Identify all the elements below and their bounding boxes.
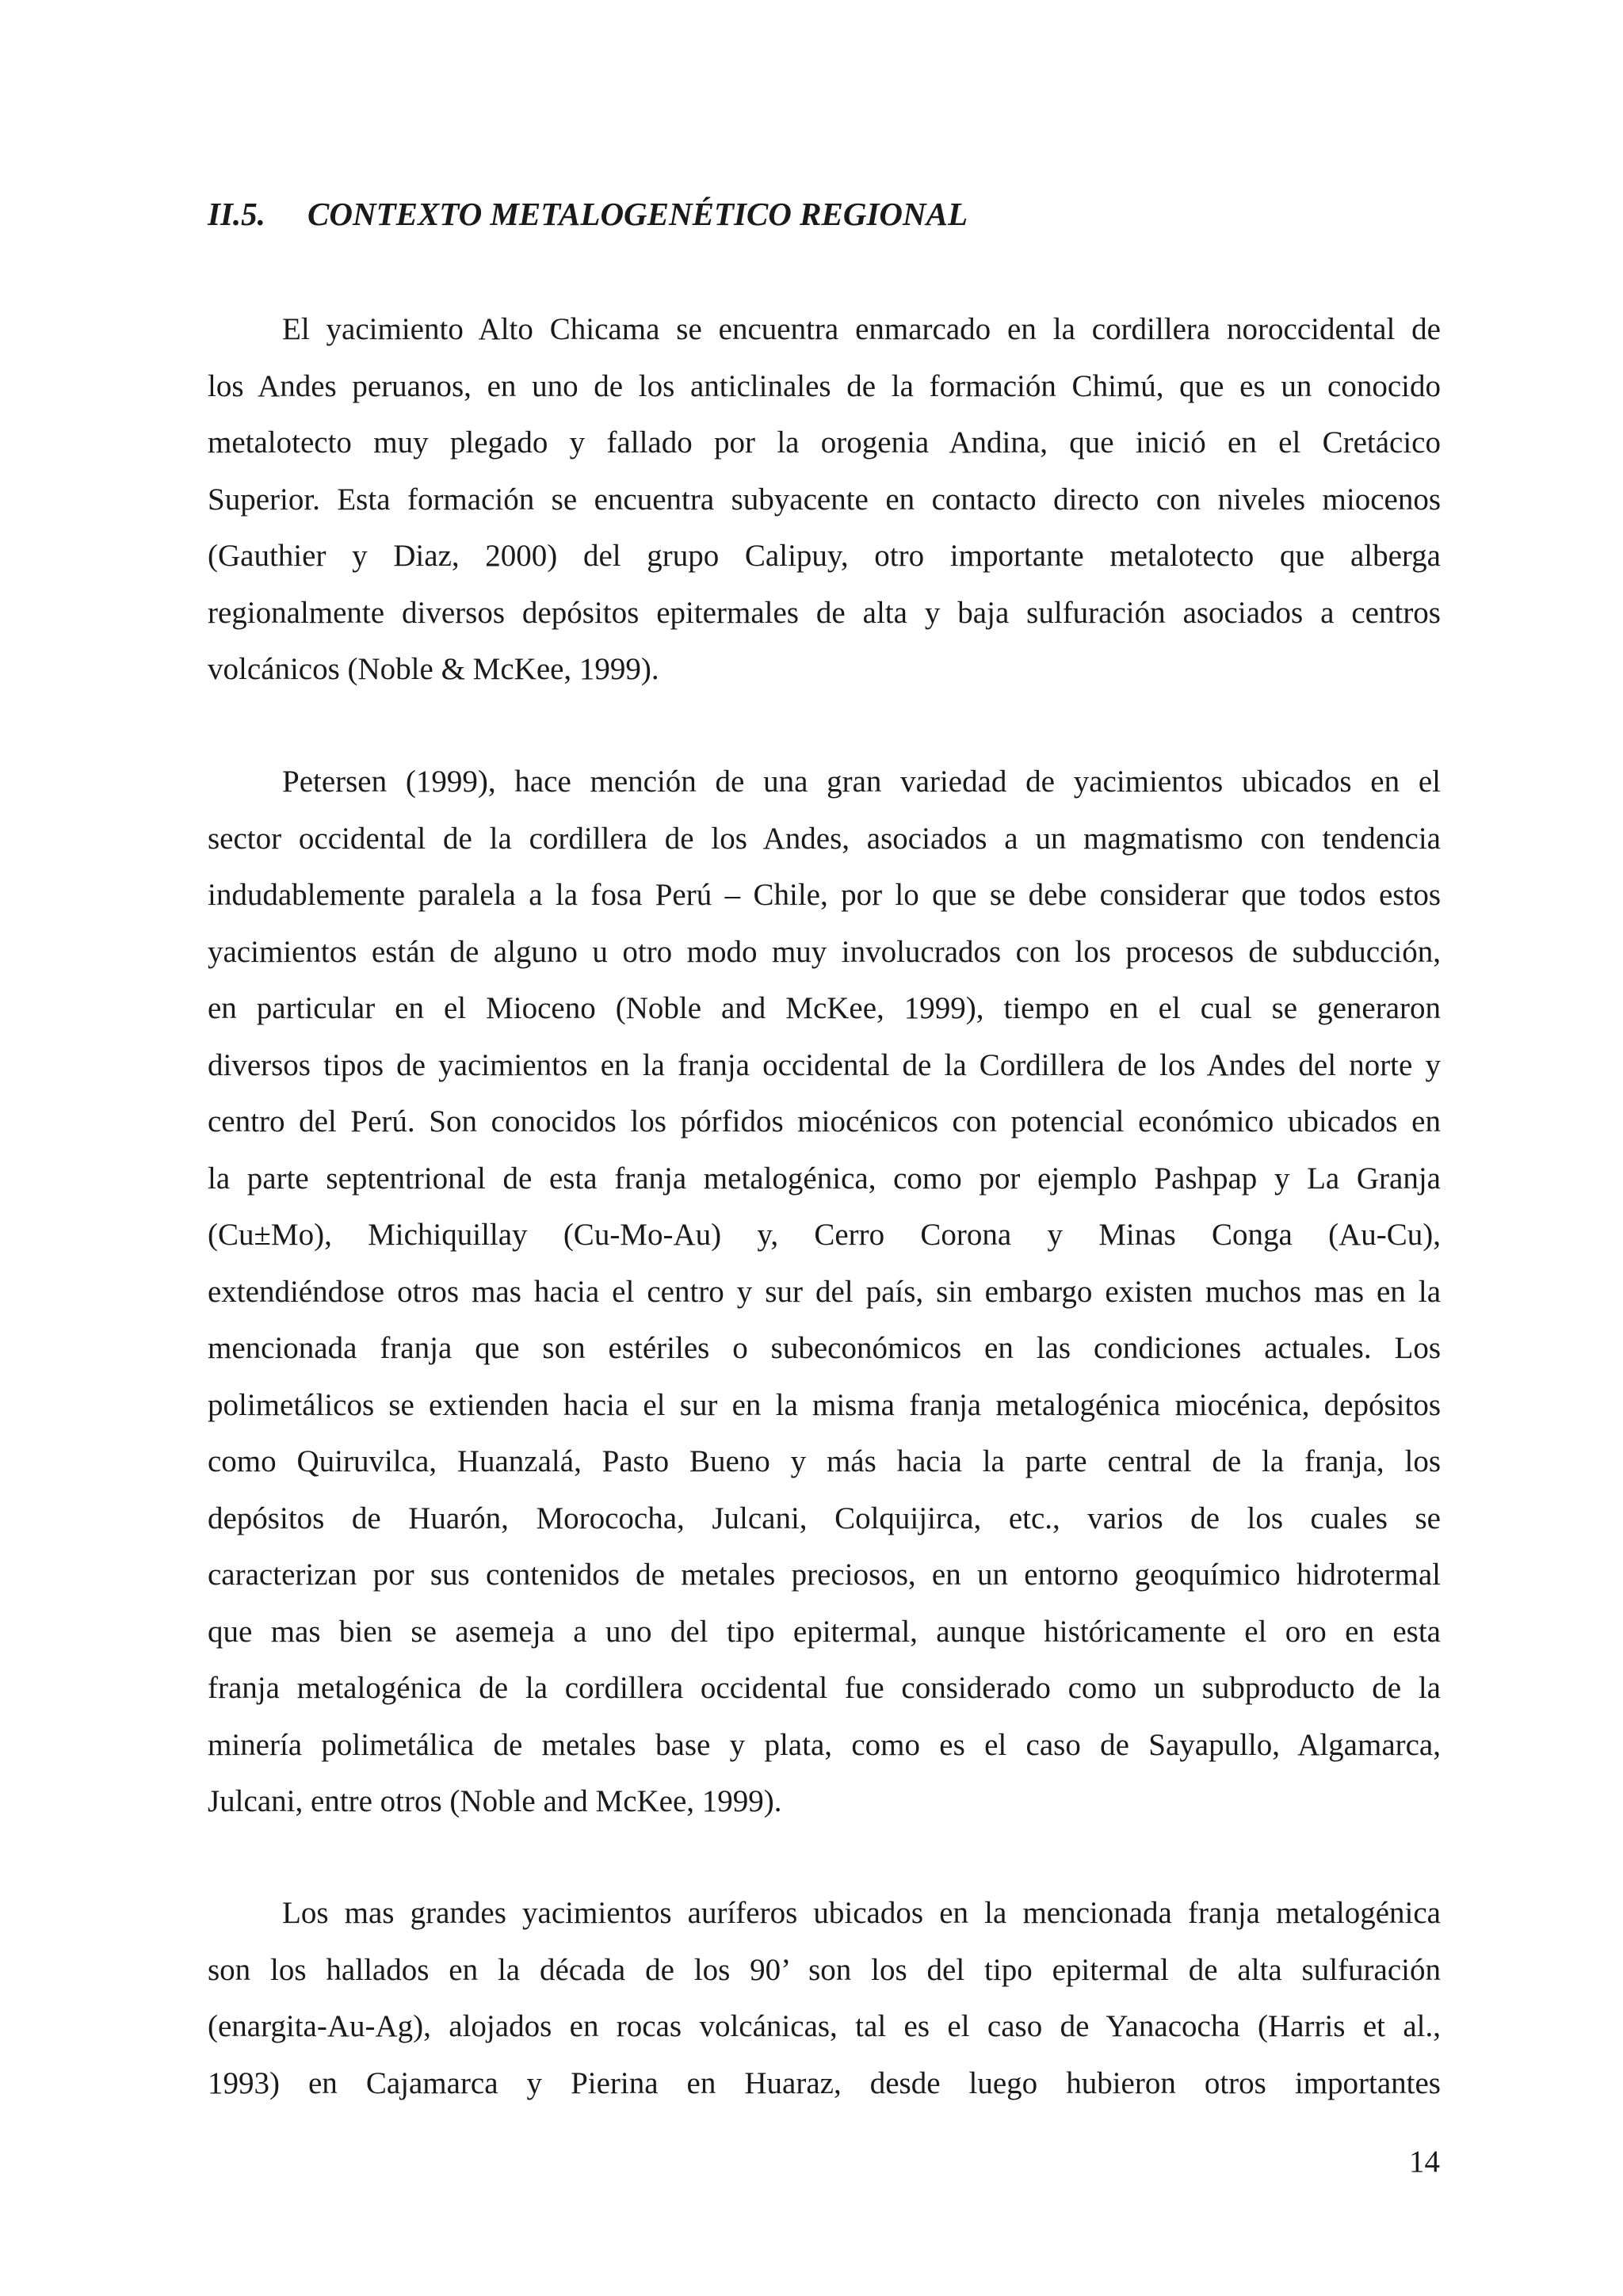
paragraph-line: diversos tipos de yacimientos en la franja occidental de la Cordillera de los Andes del norte y (208, 1047, 1441, 1082)
paragraph-line: franja metalogénica de la cordillera occidental fue considerado como un subproducto de la (208, 1671, 1441, 1705)
paragraph-line: (Cu±Mo), Michiquillay (Cu-Mo-Au) y, Cerro Corona y Minas Conga (Au-Cu), (208, 1218, 1441, 1252)
paragraph-line: metalotecto muy plegado y fallado por la orogenia Andina, que inició en el Cretácico (208, 425, 1441, 460)
paragraph-line: la parte septentrional de esta franja metalogénica, como por ejemplo Pashpap y La Granja (208, 1161, 1441, 1196)
paragraph-line: yacimientos están de alguno u otro modo muy involucrados con los procesos de subducción, (208, 934, 1441, 969)
paragraph-line: regionalmente diversos depósitos epitermales de alta y baja sulfuración asociados a centros (208, 595, 1441, 630)
paragraph-line: sector occidental de la cordillera de los Andes, asociados a un magmatismo con tendencia (208, 821, 1441, 856)
paragraph-line: (enargita-Au-Ag), alojados en rocas volcánicas, tal es el caso de Yanacocha (Harris et al., (208, 2009, 1441, 2043)
paragraph-line: como Quiruvilca, Huanzalá, Pasto Bueno y más hacia la parte central de la franja, los (208, 1444, 1441, 1478)
section-number: II.5. (208, 196, 265, 232)
paragraph-3 (208, 1885, 1441, 2111)
paragraph-line: extendiéndose otros mas hacia el centro y sur del país, sin embargo existen muchos mas en la (208, 1274, 1441, 1309)
paragraph-line: volcánicos (Noble & McKee, 1999). (208, 652, 659, 686)
paragraph-line: en particular en el Mioceno (Noble and McKee, 1999), tiempo en el cual se generaron (208, 991, 1441, 1025)
paragraph-line: caracterizan por sus contenidos de metales preciosos, en un entorno geoquímico hidrotermal (208, 1558, 1441, 1592)
paragraph-2 (208, 753, 1441, 1830)
paragraph-line: indudablemente paralela a la fosa Perú – Chile, por lo que se debe considerar que todos estos (208, 878, 1441, 912)
paragraph-line: Superior. Esta formación se encuentra subyacente en contacto directo con niveles miocenos (208, 482, 1441, 517)
page-number: 14 (1409, 2145, 1440, 2179)
section-heading (208, 195, 968, 233)
paragraph-line: Los mas grandes yacimientos auríferos ubicados en la mencionada franja metalogénica (282, 1896, 1441, 1930)
paragraph-line: 1993) en Cajamarca y Pierina en Huaraz, desde luego hubieron otros importantes (208, 2065, 1441, 2100)
paragraph-line: depósitos de Huarón, Morococha, Julcani, Colquijirca, etc., varios de los cuales se (208, 1501, 1441, 1535)
paragraph-line: Petersen (1999), hace mención de una gran variedad de yacimientos ubicados en el (282, 765, 1441, 799)
section-title: CONTEXTO METALOGENÉTICO REGIONAL (307, 196, 968, 232)
paragraph-line: (Gauthier y Diaz, 2000) del grupo Calipuy, otro importante metalotecto que alberga (208, 539, 1441, 573)
paragraph-line: son los hallados en la década de los 90’ son los del tipo epitermal de alta sulfuración (208, 1952, 1441, 1987)
paragraph-line: El yacimiento Alto Chicama se encuentra enmarcado en la cordillera noroccidental de (282, 312, 1441, 346)
paragraph-line: los Andes peruanos, en uno de los anticlinales de la formación Chimú, que es un conocido (208, 368, 1441, 403)
paragraph-line: centro del Perú. Son conocidos los pórfidos miocénicos con potencial económico ubicados en (208, 1104, 1441, 1138)
paragraph-line: polimetálicos se extienden hacia el sur en la misma franja metalogénica miocénica, depósitos (208, 1387, 1441, 1422)
paragraph-line: que mas bien se asemeja a uno del tipo epitermal, aunque históricamente el oro en esta (208, 1614, 1441, 1649)
paragraph-line: minería polimetálica de metales base y plata, como es el caso de Sayapullo, Algamarca, (208, 1727, 1441, 1762)
paragraph-line: Julcani, entre otros (Noble and McKee, 1999). (208, 1784, 782, 1818)
paragraph-1 (208, 301, 1441, 698)
paragraph-line: mencionada franja que son estériles o subeconómicos en las condiciones actuales. Los (208, 1331, 1441, 1365)
